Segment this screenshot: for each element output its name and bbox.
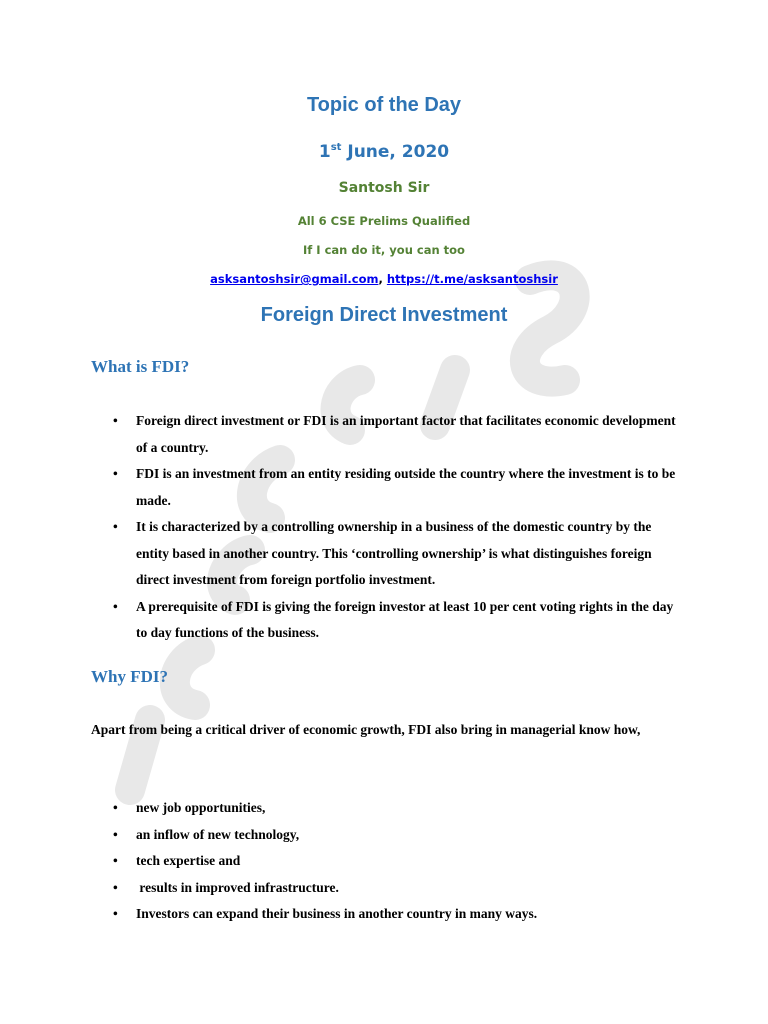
date-suffix: st — [330, 142, 342, 153]
what-is-fdi-list — [91, 408, 681, 647]
telegram-link[interactable]: https://t.me/asksantoshsir — [386, 272, 558, 286]
list-item — [91, 795, 681, 822]
list-item-text: A prerequisite of FDI is giving the foreign investor at least 10 per cent voting rights in the day to day functions of the business. — [136, 598, 674, 640]
bullet-icon: • — [113, 598, 118, 614]
bullet-icon: • — [113, 519, 118, 534]
list-item — [91, 875, 681, 902]
date-day: 1 — [318, 142, 331, 162]
author-name: Santosh Sir — [338, 180, 430, 196]
list-item-text: new job opportunities, — [136, 800, 266, 815]
list-item — [91, 408, 681, 461]
list-item-text: FDI is an investment from an entity residing outside the country where the investment is to be made. — [136, 466, 676, 508]
list-item — [91, 901, 681, 928]
list-item-text: an inflow of new technology, — [136, 826, 300, 842]
qualification-line: All 6 CSE Prelims Qualified — [297, 214, 471, 228]
list-item — [91, 514, 681, 594]
list-item — [91, 848, 681, 875]
list-item — [91, 594, 681, 647]
email-link[interactable]: asksantoshsir@gmail.com — [210, 272, 379, 286]
list-item-text: Investors can expand their business in another country in many ways. — [136, 906, 538, 921]
bullet-icon: • — [113, 853, 118, 868]
date-rest: June, 2020 — [341, 142, 450, 162]
bullet-icon: • — [113, 826, 118, 842]
list-item — [91, 822, 681, 849]
contact-line — [0, 272, 768, 286]
bullet-icon: • — [113, 466, 118, 481]
main-title: Foreign Direct Investment — [260, 304, 508, 326]
bullet-icon: • — [113, 906, 118, 921]
bullet-icon: • — [113, 413, 118, 428]
why-fdi-list — [91, 795, 681, 928]
list-item-text: tech expertise and — [136, 853, 241, 868]
topic-of-the-day-title: Topic of the Day — [306, 94, 462, 116]
list-item-text: Foreign direct investment or FDI is an important factor that facilitates economic development of a country. — [136, 413, 676, 455]
list-item-text: results in improved infrastructure. — [136, 879, 339, 895]
section-heading-what-is-fdi: What is FDI? — [91, 357, 190, 376]
why-fdi-paragraph: Apart from being a critical driver of economic growth, FDI also bring in managerial know how, — [91, 722, 641, 737]
bullet-icon: • — [113, 800, 118, 815]
motto-line: If I can do it, you can too — [303, 243, 465, 257]
contact-separator: , — [378, 272, 387, 286]
bullet-icon: • — [113, 879, 118, 895]
date-line — [0, 142, 768, 162]
list-item — [91, 461, 681, 514]
list-item-text: It is characterized by a controlling ownership in a business of the domestic country by the entity based in another country. This ‘controlling ownership’ is what distinguishes foreign direct investment from foreign portfolio investment. — [136, 519, 652, 587]
section-heading-why-fdi: Why FDI? — [91, 667, 168, 686]
